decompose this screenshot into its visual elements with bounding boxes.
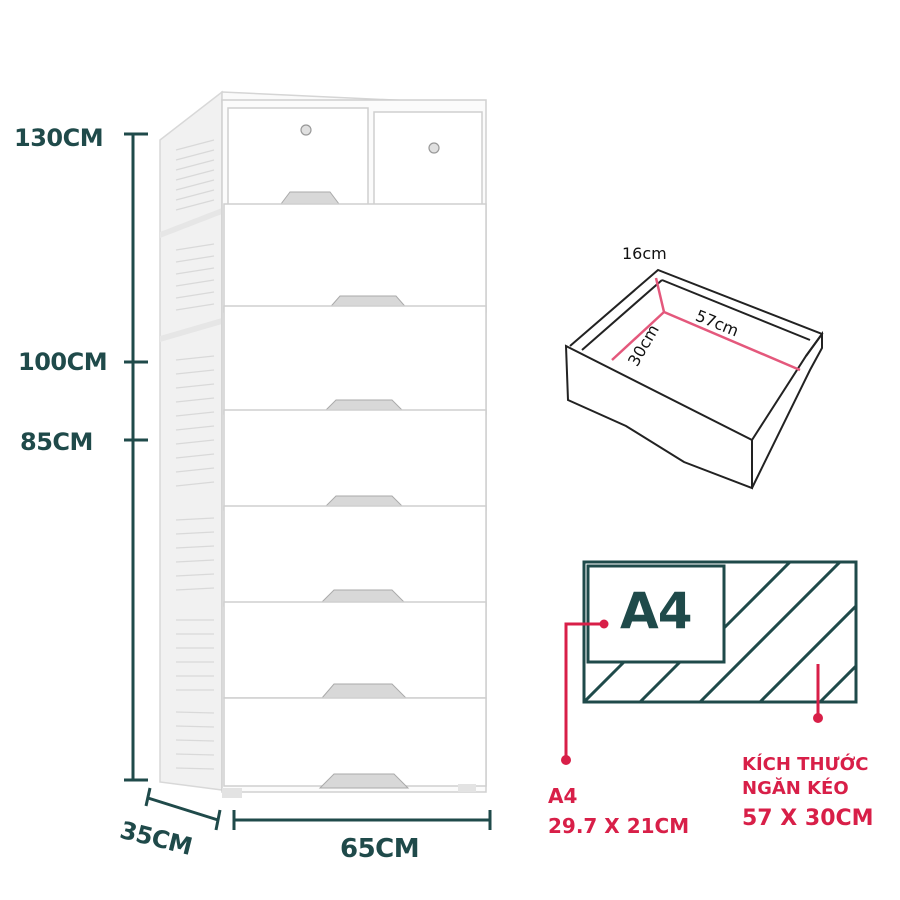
drawer-width-label: 57cm — [692, 306, 742, 341]
height-100-label: 100CM — [18, 348, 108, 376]
drawer-caption-size: 57 X 30CM — [742, 806, 874, 831]
width-label: 65CM — [340, 834, 420, 864]
a4-caption-size: 29.7 X 21CM — [548, 814, 690, 838]
height-85-label: 85CM — [20, 428, 93, 456]
drawer-height-label: 16cm — [622, 244, 667, 263]
a4-caption-title: A4 — [548, 784, 578, 808]
height-130-label: 130CM — [14, 124, 104, 152]
drawer-caption-line2: NGĂN KÉO — [742, 778, 849, 799]
drawer-depth-label: 30cm — [624, 321, 663, 370]
drawer-caption-line1: KÍCH THƯỚC — [742, 754, 869, 775]
depth-label: 35CM — [117, 816, 195, 861]
a4-box-label: A4 — [620, 582, 692, 640]
